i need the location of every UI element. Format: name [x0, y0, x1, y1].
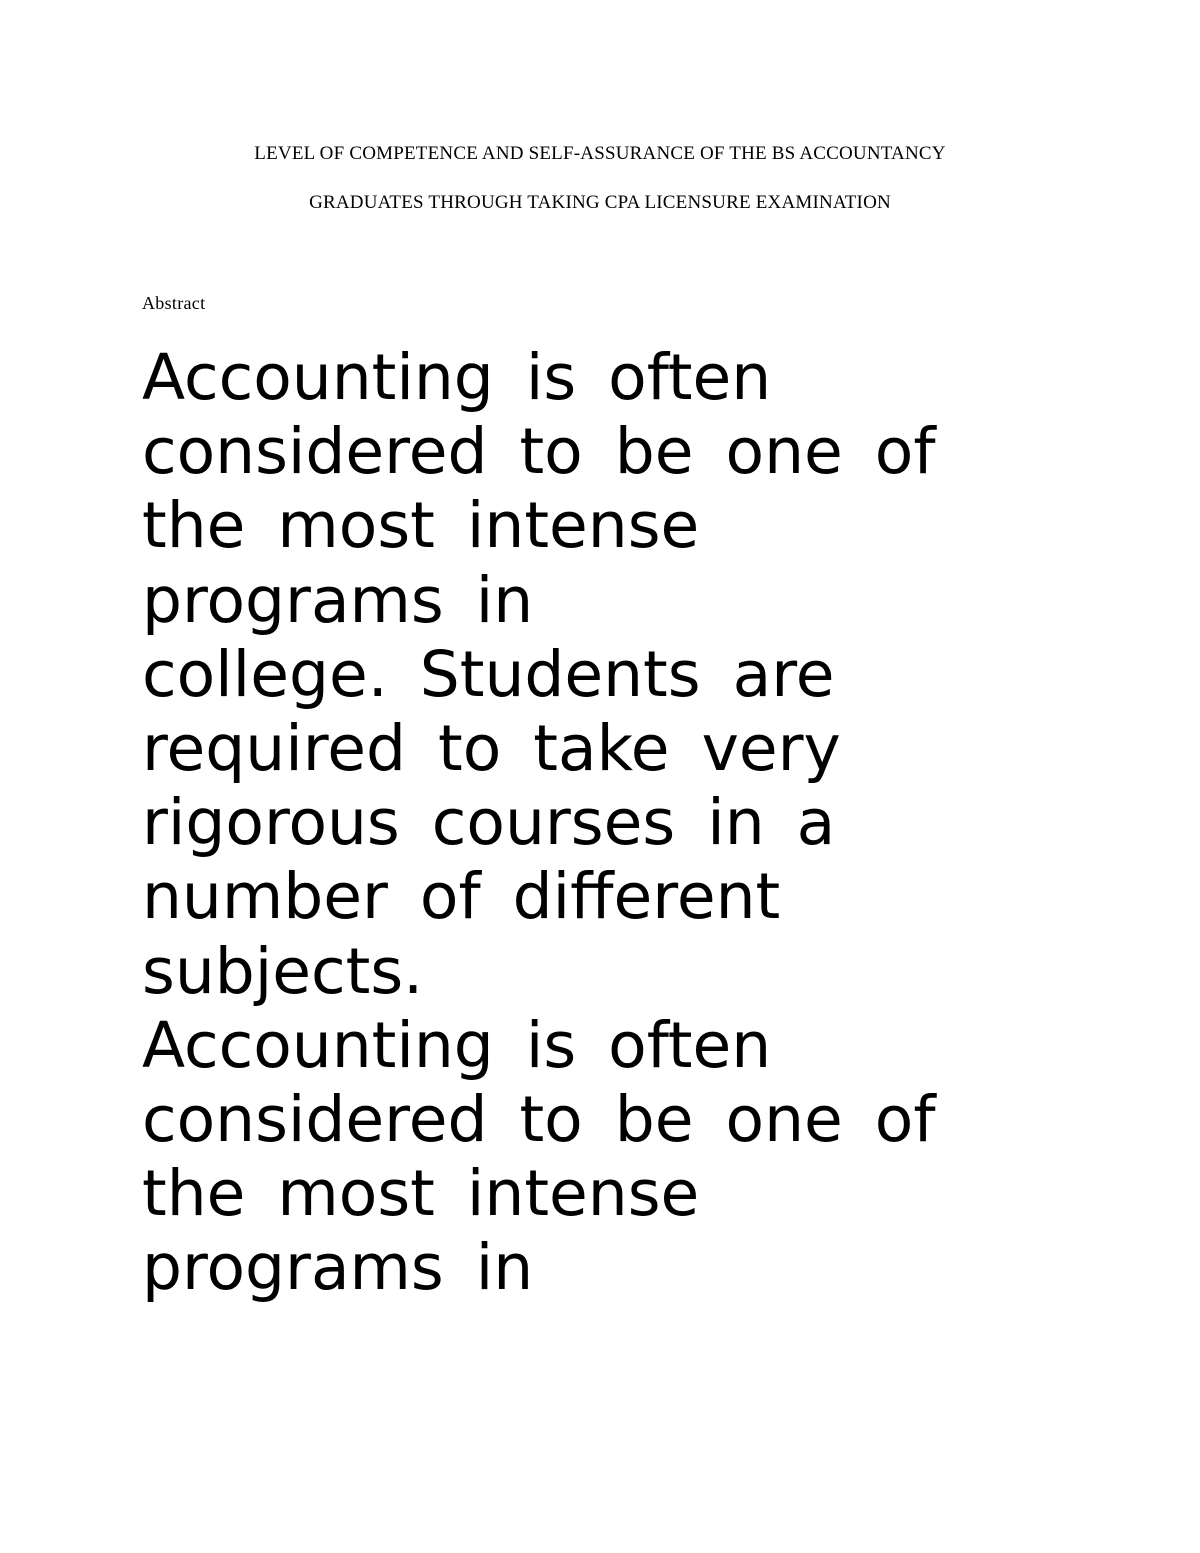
title-line-1: LEVEL OF COMPETENCE AND SELF-ASSURANCE OF THE BS ACCOUNTANCY	[254, 143, 946, 164]
body-line: the most intense	[142, 1157, 700, 1231]
body-line: programs in	[142, 563, 534, 637]
body-line: considered to be one of	[142, 1082, 936, 1156]
body-line: number of different	[142, 860, 781, 934]
body-line: subjects.	[142, 934, 424, 1008]
body-line: college. Students are	[142, 637, 835, 711]
title-line-2: GRADUATES THROUGH TAKING CPA LICENSURE EXAMINATION	[309, 192, 891, 213]
body-line: the most intense	[142, 489, 700, 563]
body-line: programs in	[142, 1231, 534, 1305]
body-line: Accounting is often	[142, 1008, 772, 1082]
body-line: rigorous courses in a	[142, 786, 836, 860]
body-line: required to take very	[142, 711, 841, 785]
abstract-body	[142, 341, 1002, 1305]
body-line: Accounting is often	[142, 341, 772, 414]
abstract-heading: Abstract	[142, 293, 206, 313]
body-line: considered to be one of	[142, 415, 936, 489]
